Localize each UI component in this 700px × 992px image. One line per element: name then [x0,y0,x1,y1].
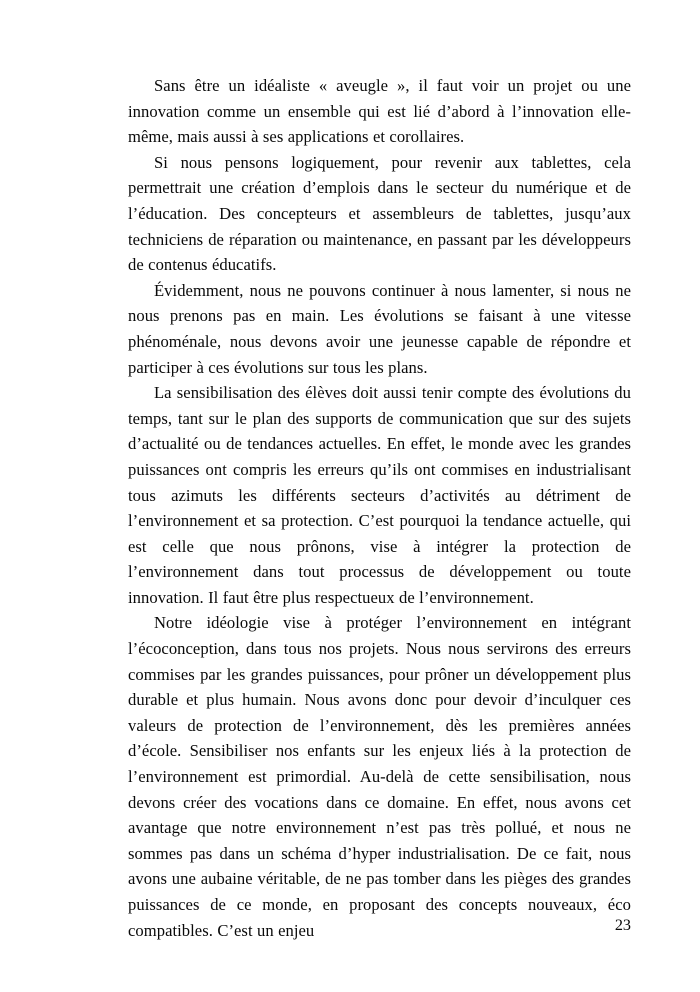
paragraph: Sans être un idéaliste « aveugle », il faut voir un projet ou une innovation comme un ensemble qui est lié d’abord à l’innovation elle-même, mais aussi à ses applications et corollaires. [128,76,631,147]
page-number: 23 [614,916,631,934]
paragraph: Si nous pensons logiquement, pour revenir aux tablettes, cela permettrait une création d’emplois dans le secteur du numérique et de l’éducation. Des concepteurs et assembleurs de tablettes, jusqu’aux techniciens de réparation ou maintenance, en passant par les développeurs de contenus éducatifs. [128,152,631,275]
paragraph: Évidemment, nous ne pouvons continuer à nous lamenter, si nous ne nous prenons pas en main. Les évolutions se faisant à une vitesse phénoménale, nous devons avoir une jeunesse capable de répondre et participer à ces évolutions sur tous les plans. [128,280,631,377]
paragraph: La sensibilisation des élèves doit aussi tenir compte des évolutions du temps, tant sur le plan des supports de communication que sur des sujets d’actualité ou de tendances actuelles. En effet, le monde avec les grandes puissances ont compris les erreurs qu’ils ont commises en industrialisant tous azimuts les différents secteurs d’activités au détriment de l’environnement et sa protection. C’est pourquoi la tendance actuelle, qui est celle que nous prônons, vise à intégrer la protection de l’environnement dans tout processus de développement ou toute innovation. Il faut être plus respectueux de l’environnement. [128,383,631,607]
body-text-block [128,73,631,943]
paragraph: Notre idéologie vise à protéger l’environnement en intégrant l’écoconception, dans tous nos projets. Nous nous servirons des erreurs commises par les grandes puissances, pour prôner un développement plus durable et plus humain. Nous avons donc pour devoir d’inculquer ces valeurs de protection de l’environnement, dès les premières années d’école. Sensibiliser nos enfants sur les enjeux liés à la protection de l’environnement est primordial. Au-delà de cette sensibilisation, nous devons créer des vocations dans ce domaine. En effet, nous avons cet avantage que notre environnement n’est pas très pollué, et nous ne sommes pas dans un schéma d’hyper industrialisation. De ce fait, nous avons une aubaine véritable, de ne pas tomber dans les pièges des grandes puissances de ce monde, en proposant des concepts nouveaux, éco compatibles. C’est un enjeu [128,613,631,940]
